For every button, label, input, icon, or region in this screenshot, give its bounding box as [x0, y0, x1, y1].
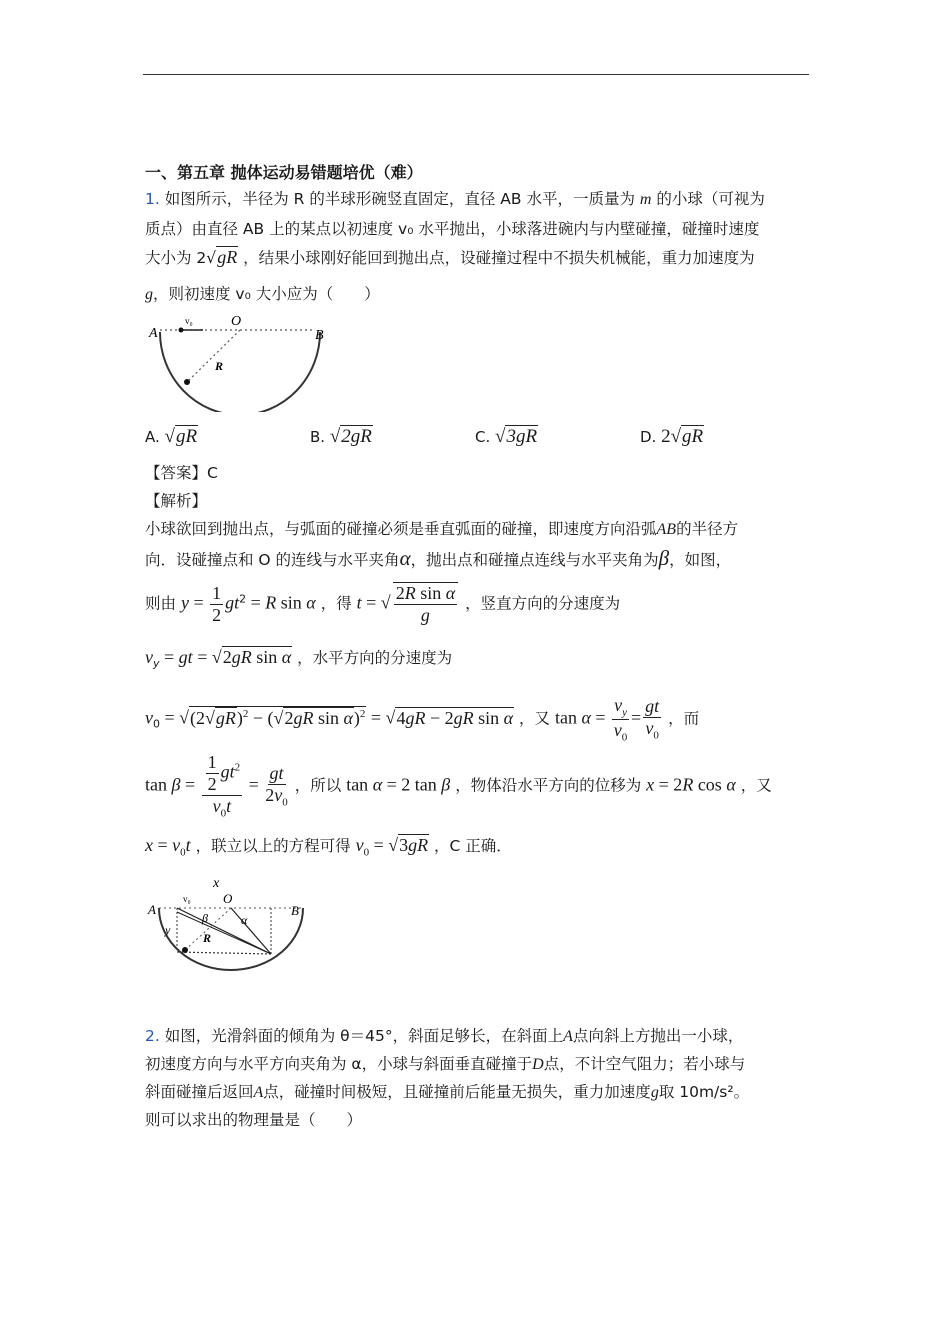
- ball-icon: [184, 379, 190, 385]
- fig2-bottom-line: [177, 952, 271, 954]
- option-b[interactable]: B. √2gR: [310, 426, 372, 447]
- fig2-label-y: y: [165, 923, 171, 937]
- q1-line4-text: ，则初速度 v₀ 大小应为（ ）: [153, 285, 380, 303]
- option-c[interactable]: C. √3gR: [475, 426, 538, 447]
- option-a[interactable]: A. √gR: [145, 426, 198, 447]
- fig2-label-beta: β: [202, 911, 208, 925]
- q1-figure-analysis: [145, 872, 315, 977]
- q2-point-a: A: [563, 1028, 573, 1045]
- q1-line1-text: 如图所示，半径为 R 的半球形碗竖直固定，直径 AB 水平，一质量为: [164, 190, 635, 208]
- q2-line-3: [145, 1080, 749, 1102]
- analysis-line-2: [145, 546, 731, 571]
- formula-5-tail: ，C 正确．: [434, 837, 512, 855]
- analysis-title: 【解析】: [145, 492, 208, 510]
- alpha-symbol: α: [399, 546, 411, 570]
- label-a: A: [149, 326, 158, 341]
- label-b: B: [315, 328, 324, 343]
- q2-line-4: 则可以求出的物理量是（ ）: [145, 1111, 363, 1129]
- section-title: 一、第五章 抛体运动易错题培优（难）: [145, 163, 423, 182]
- formula-4-mid2: ，物体沿水平方向的位移为: [455, 776, 642, 795]
- q1-line3-tail: ，结果小球刚好能回到抛出点，设碰撞过程中不损失机械能，重力加速度为: [243, 249, 755, 267]
- fig2-label-b: B: [291, 903, 299, 918]
- q1-line1-tail: 的小球（可视为: [656, 190, 765, 208]
- option-d-label: D.: [640, 428, 657, 446]
- fig2-chord-line: [177, 908, 271, 954]
- q2-line1-tail: 点向斜上方抛出一小球，: [572, 1027, 744, 1045]
- launch-point: [179, 328, 184, 333]
- q2-line1-text: 如图，光滑斜面的倾角为 θ＝45°，斜面足够长，在斜面上: [164, 1027, 564, 1045]
- fig2-label-r: R: [203, 931, 212, 945]
- option-b-radicand: 2gR: [341, 426, 372, 447]
- formula-1-pre: 则由: [145, 594, 177, 613]
- analysis-2-text: 向．设碰撞点和 O 的连线与水平夹角: [145, 551, 400, 569]
- formula-4-tail: ，又: [740, 776, 772, 795]
- fig2-bowl-arc: [159, 908, 303, 970]
- arc-ab-symbol: AB: [656, 521, 677, 538]
- label-v0: v₀: [185, 316, 193, 326]
- formula-line-5: $x = v_0t$ ，联立以上的方程可得 $v_0 = √3gR$ ，C 正确．: [145, 835, 512, 859]
- q2-line-2: [145, 1052, 745, 1074]
- formula-line-4: tan β = $\frac{1}{2}$ $gt^2$ $v_0t$ = $\frac{gt}{2v_0}$ ，所以 tan α = 2 tan β ，物体沿水平方向的位移为 x = 2R cos α ，又: [145, 752, 772, 820]
- fig2-label-o: O: [223, 891, 233, 906]
- formula-1-mid: ，得: [320, 594, 352, 613]
- q2-point-a-2: A: [253, 1084, 264, 1101]
- formula-5-mid: ，联立以上的方程可得: [195, 837, 351, 855]
- q2-line3-text: 斜面碰撞后返回: [145, 1083, 254, 1101]
- label-o: O: [231, 314, 242, 329]
- header-rule: [143, 74, 809, 75]
- option-d[interactable]: D. 2√gR: [640, 426, 704, 447]
- q1-mass-symbol: m: [639, 191, 652, 208]
- answer-line: 【答案】C: [145, 464, 218, 482]
- q2-point-d: D: [532, 1056, 544, 1073]
- q1-g-symbol: g: [145, 286, 153, 303]
- analysis-2-tail: ，如图，: [669, 551, 732, 569]
- q1-figure-bowl: [145, 312, 345, 412]
- fig2-label-a: A: [148, 902, 156, 917]
- analysis-1-text: 小球欲回到抛出点，与弧面的碰撞必须是垂直弧面的碰撞，即速度方向沿弧: [145, 520, 657, 538]
- q2-line2-text: 初速度方向与水平方向夹角为 α，小球与斜面垂直碰撞于: [145, 1055, 533, 1073]
- bowl-arc: [160, 332, 320, 412]
- option-b-label: B.: [310, 428, 326, 446]
- q1-speed-radicand: gR: [217, 247, 238, 267]
- fig2-label-x: x: [213, 876, 220, 891]
- formula-line-1: 则由 y = $\frac{1}{2}$ $gt^2 = R$ sin α ，得 t = √ $\frac{\text{2R sin α}}{g}$ ，竖直方向的分速度为: [145, 582, 621, 625]
- radius-line: [187, 330, 240, 382]
- q1-line-4: [145, 282, 380, 304]
- option-d-coef: 2: [661, 426, 671, 447]
- q1-line-3: 大小为 2√gR ，结果小球刚好能回到抛出点，设碰撞过程中不损失机械能，重力加速度为: [145, 247, 755, 267]
- analysis-line-1: [145, 517, 738, 539]
- label-r: R: [215, 359, 224, 373]
- formula-3-tail: ，而: [668, 709, 700, 728]
- option-d-radicand: gR: [682, 426, 704, 447]
- formula-3-mid: ，又: [519, 709, 551, 728]
- q1-line-2: 质点）由直径 AB 上的某点以初速度 v₀ 水平抛出，小球落进碗内与内壁碰撞，碰撞时速度: [145, 220, 760, 238]
- option-c-radicand: 3gR: [506, 426, 538, 447]
- q2-g-symbol: g: [650, 1084, 659, 1101]
- fig2-ball-icon: [182, 947, 188, 953]
- q1-speed-coef: 大小为 2: [145, 249, 207, 267]
- formula-line-2: $v_y$ = gt = √2gR sin α ，水平方向的分速度为: [145, 647, 453, 671]
- q2-number: 2.: [145, 1027, 160, 1045]
- q1-number: 1.: [145, 190, 160, 208]
- option-a-label: A.: [145, 428, 160, 446]
- option-c-label: C.: [475, 428, 491, 446]
- formula-line-3: $v_0 = √(2√gR)^2 - (√2gR$ sin α)$^2$ = √4gR − 2gR sin α ，又 tan α = $\frac{v_y}{v_0}$ = $\frac{gt}{v_0}$ ，而: [145, 695, 700, 744]
- q2-line2-tail: 点，不计空气阻力；若小球与: [543, 1055, 746, 1073]
- fig2-radius-o: [231, 908, 271, 954]
- analysis-2-mid: ，抛出点和碰撞点连线与水平夹角为: [410, 551, 659, 569]
- q2-line3-tail: 取 10m/s²。: [658, 1083, 750, 1101]
- fig2-chord-2: [177, 912, 271, 954]
- fig2-label-v0: v₀: [183, 894, 191, 904]
- analysis-1-tail: 的半径方: [676, 520, 739, 538]
- q1-line-1: [145, 187, 765, 209]
- q2-line-1: [145, 1024, 743, 1046]
- formula-4-mid: ，所以: [294, 776, 342, 795]
- fig2-label-alpha: α: [241, 913, 248, 927]
- beta-symbol: β: [658, 546, 670, 570]
- formula-2-tail: ，水平方向的分速度为: [297, 649, 453, 667]
- q2-line3-mid: 点，碰撞时间极短，且碰撞前后能量无损失，重力加速度: [263, 1083, 651, 1101]
- formula-1-tail: ，竖直方向的分速度为: [465, 594, 621, 613]
- option-a-radicand: gR: [175, 426, 198, 447]
